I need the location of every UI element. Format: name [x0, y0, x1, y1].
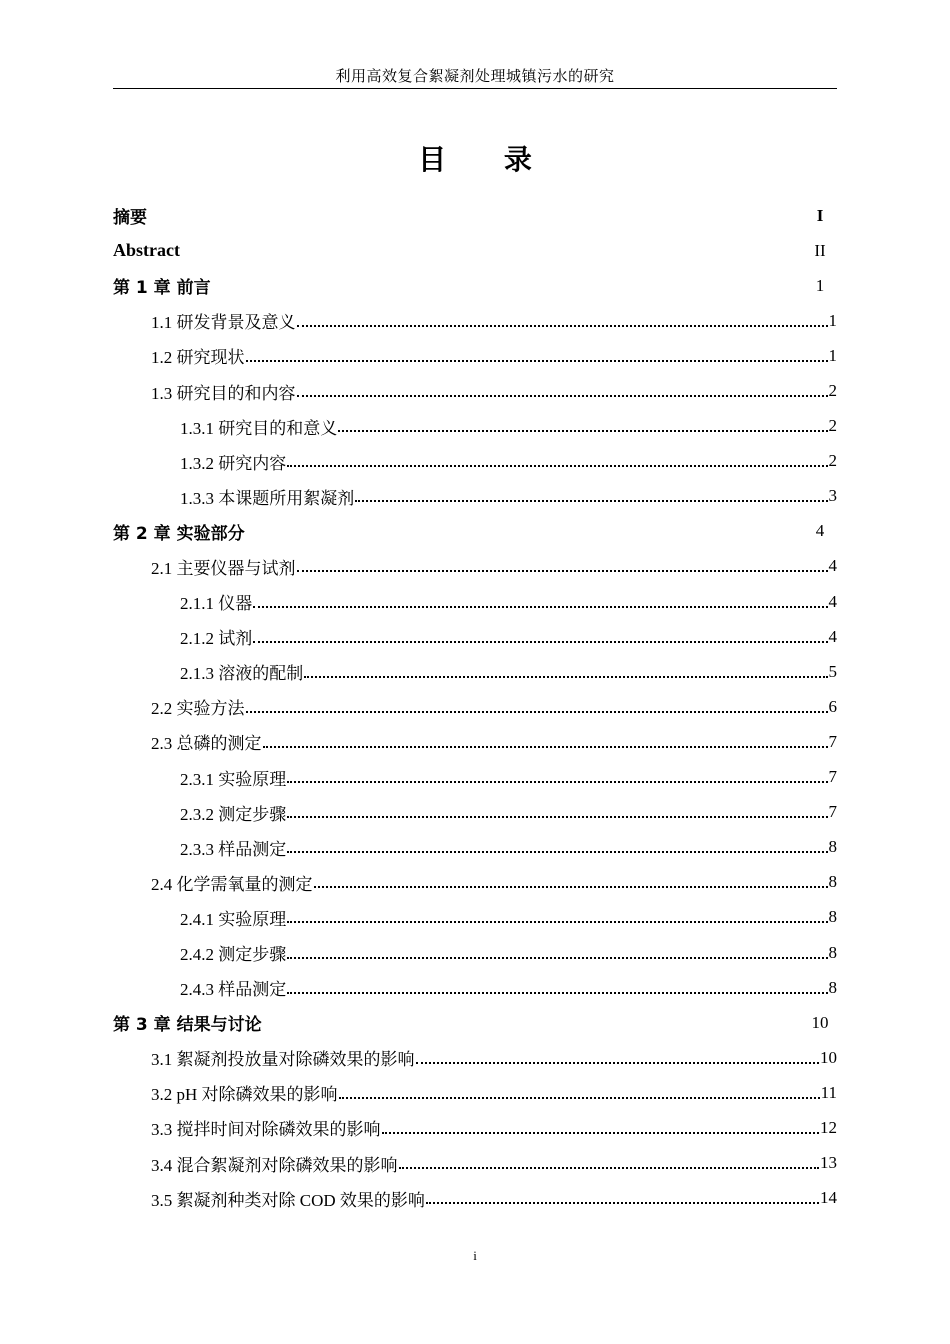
- toc-entry[interactable]: [113, 303, 837, 338]
- toc-page-number: 2: [828, 451, 837, 471]
- toc-entry[interactable]: [113, 373, 837, 408]
- toc-section-label: 1.3.2 研究内容: [180, 453, 287, 473]
- toc-page-number: 4: [828, 591, 837, 611]
- toc-dot-leader: [246, 711, 828, 713]
- toc-page-number: 10: [811, 1012, 829, 1032]
- toc-chapter-label: 第 3 章 结果与讨论: [113, 1015, 262, 1036]
- toc-section-label: 3.2 pH 对除磷效果的影响: [151, 1085, 338, 1105]
- toc-section-label: 3.1 絮凝剂投放量对除磷效果的影响: [151, 1050, 415, 1070]
- toc-page-number: 4: [815, 521, 825, 541]
- toc-section-label: 2.4.1 实验原理: [180, 909, 287, 929]
- toc-section-label: 1.3.1 研究目的和意义: [180, 418, 338, 438]
- toc-page-number: 3: [828, 486, 837, 506]
- toc-section-label: 1.3.3 本课题所用絮凝剂: [180, 488, 355, 508]
- toc-dot-leader: [287, 921, 827, 923]
- toc-entry[interactable]: [113, 514, 837, 549]
- page-number: i: [473, 1248, 477, 1263]
- toc-entry[interactable]: [113, 1110, 837, 1145]
- toc-page-number: 8: [828, 837, 837, 857]
- toc-dot-leader: [287, 465, 827, 467]
- toc-page-number: 4: [828, 626, 837, 646]
- toc-page-number: II: [814, 240, 826, 260]
- toc-page-number: 4: [828, 556, 837, 576]
- toc-entry[interactable]: [113, 1181, 837, 1216]
- toc-entry[interactable]: [113, 268, 837, 303]
- toc-entry[interactable]: [113, 479, 837, 514]
- toc-entry[interactable]: [113, 795, 837, 830]
- toc-dot-leader: [314, 886, 828, 888]
- table-of-contents: [113, 198, 837, 1216]
- toc-section-label: 1.2 研究现状: [151, 348, 245, 368]
- toc-entry[interactable]: [113, 338, 837, 373]
- toc-entry[interactable]: [113, 689, 837, 724]
- toc-entry[interactable]: [113, 1005, 837, 1040]
- toc-dot-leader: [287, 851, 827, 853]
- toc-chapter-label: 摘要: [113, 208, 147, 229]
- toc-dot-leader: [339, 1097, 820, 1099]
- toc-title: 目 录: [418, 143, 556, 176]
- toc-dot-leader: [426, 1202, 819, 1204]
- toc-entry[interactable]: [113, 935, 837, 970]
- toc-entry[interactable]: [113, 444, 837, 479]
- toc-page-number: 13: [820, 1153, 837, 1173]
- toc-page-number: 1: [815, 275, 825, 295]
- toc-section-label: 3.3 搅拌时间对除磷效果的影响: [151, 1120, 381, 1140]
- toc-page-number: 11: [820, 1082, 837, 1102]
- toc-page-number: 2: [828, 416, 837, 436]
- toc-page-number: 5: [828, 661, 837, 681]
- toc-entry[interactable]: [113, 549, 837, 584]
- toc-chapter-label: Abstract: [113, 240, 180, 261]
- toc-dot-leader: [382, 1132, 820, 1134]
- toc-entry[interactable]: [113, 1075, 837, 1110]
- toc-chapter-label: 第 1 章 前言: [113, 278, 211, 299]
- toc-dot-leader: [263, 746, 828, 748]
- toc-page-number: 1: [828, 345, 837, 365]
- toc-section-label: 2.1.1 仪器: [180, 594, 253, 614]
- toc-page-number: 7: [828, 802, 837, 822]
- toc-dot-leader: [355, 500, 827, 502]
- toc-dot-leader: [287, 781, 827, 783]
- toc-section-label: 2.3.1 实验原理: [180, 769, 287, 789]
- toc-page-number: 8: [828, 977, 837, 997]
- toc-dot-leader: [253, 606, 827, 608]
- toc-entry[interactable]: [113, 970, 837, 1005]
- toc-page-number: 7: [828, 731, 837, 751]
- running-header: 利用高效复合絮凝剂处理城镇污水的研究: [113, 66, 837, 89]
- toc-dot-leader: [246, 360, 828, 362]
- toc-entry[interactable]: [113, 654, 837, 689]
- toc-dot-leader: [253, 641, 827, 643]
- toc-page-number: 6: [828, 696, 837, 716]
- toc-entry[interactable]: [113, 900, 837, 935]
- toc-page-number: 8: [828, 872, 837, 892]
- toc-page-number: 7: [828, 767, 837, 787]
- toc-dot-leader: [287, 816, 827, 818]
- toc-section-label: 2.3.2 测定步骤: [180, 804, 287, 824]
- toc-dot-leader: [287, 957, 827, 959]
- toc-section-label: 2.1 主要仪器与试剂: [151, 558, 296, 578]
- toc-dot-leader: [416, 1062, 820, 1064]
- toc-page-number: 14: [820, 1188, 837, 1208]
- toc-dot-leader: [297, 325, 828, 327]
- toc-dot-leader: [304, 676, 827, 678]
- toc-chapter-label: 第 2 章 实验部分: [113, 523, 245, 544]
- toc-page-number: 12: [820, 1117, 837, 1137]
- toc-entry[interactable]: [113, 619, 837, 654]
- toc-entry[interactable]: [113, 830, 837, 865]
- toc-page-number: 8: [828, 942, 837, 962]
- toc-section-label: 2.4 化学需氧量的测定: [151, 874, 313, 894]
- toc-section-label: 1.1 研发背景及意义: [151, 313, 296, 333]
- toc-page-number: 1: [828, 310, 837, 330]
- toc-dot-leader: [338, 430, 827, 432]
- toc-entry[interactable]: [113, 865, 837, 900]
- toc-page-number: 8: [828, 907, 837, 927]
- toc-section-label: 3.4 混合絮凝剂对除磷效果的影响: [151, 1155, 398, 1175]
- toc-page-number: 2: [828, 381, 837, 401]
- toc-section-label: 2.4.3 样品测定: [180, 980, 287, 1000]
- toc-section-label: 2.1.2 试剂: [180, 629, 253, 649]
- toc-entry[interactable]: [113, 1146, 837, 1181]
- toc-page-number: I: [816, 205, 824, 225]
- toc-section-label: 2.1.3 溶液的配制: [180, 664, 304, 684]
- toc-entry[interactable]: [113, 584, 837, 619]
- toc-entry[interactable]: [113, 233, 837, 268]
- toc-page-number: 10: [820, 1047, 837, 1067]
- toc-dot-leader: [297, 570, 828, 572]
- toc-section-label: 2.2 实验方法: [151, 699, 245, 719]
- toc-entry[interactable]: [113, 409, 837, 444]
- toc-dot-leader: [297, 395, 828, 397]
- toc-section-label: 2.3.3 样品测定: [180, 839, 287, 859]
- toc-dot-leader: [399, 1167, 820, 1169]
- toc-entry[interactable]: [113, 724, 837, 759]
- toc-entry[interactable]: [113, 198, 837, 233]
- toc-section-label: 2.3 总磷的测定: [151, 734, 262, 754]
- toc-section-label: 3.5 絮凝剂种类对除 COD 效果的影响: [151, 1190, 425, 1210]
- toc-entry[interactable]: [113, 760, 837, 795]
- toc-section-label: 2.4.2 测定步骤: [180, 945, 287, 965]
- toc-entry[interactable]: [113, 1040, 837, 1075]
- toc-section-label: 1.3 研究目的和内容: [151, 383, 296, 403]
- toc-dot-leader: [287, 992, 827, 994]
